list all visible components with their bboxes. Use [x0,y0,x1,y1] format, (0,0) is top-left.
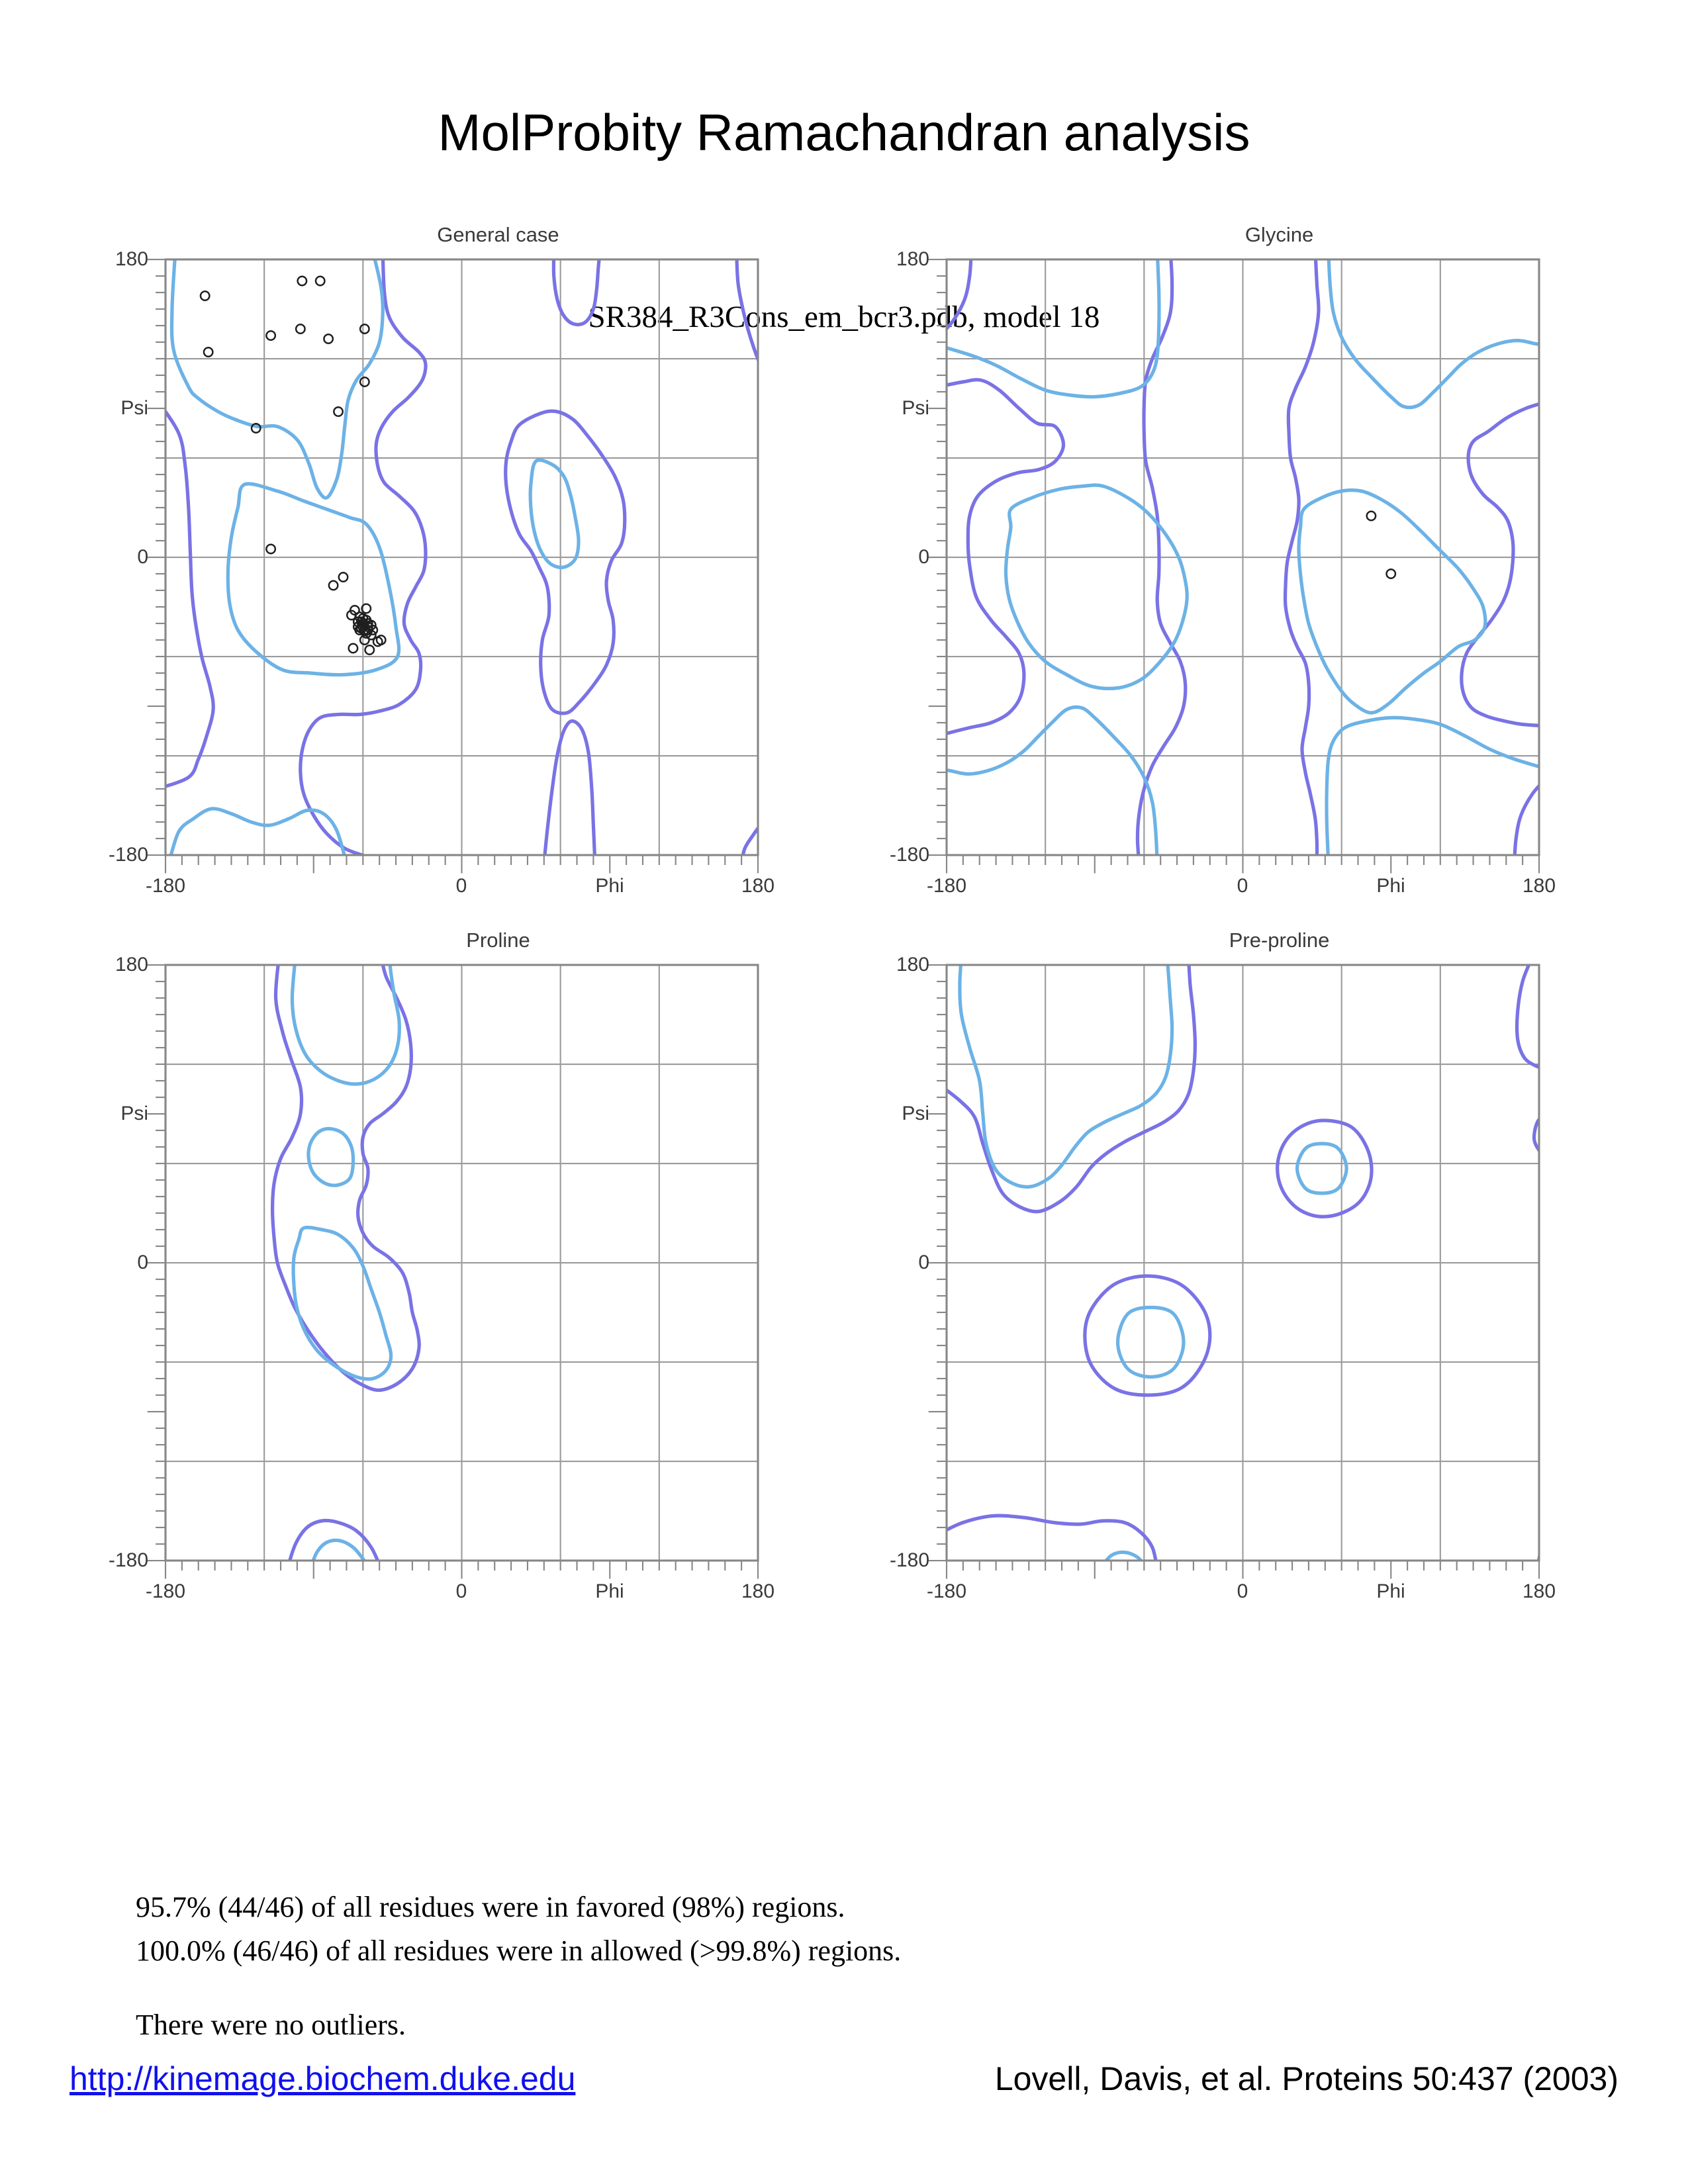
y-axis-label-zero: 0 [918,546,929,568]
x-axis-label-left: -180 [145,1580,186,1602]
x-axis-label-zero: 0 [455,875,467,897]
y-axis-label-bottom: -180 [889,1549,929,1571]
y-axis-label-top: 180 [115,954,148,976]
plot-title-glycine: Glycine [1244,223,1314,246]
outliers-summary: There were no outliers. [136,2009,406,2041]
y-axis-label-bottom: -180 [108,844,148,866]
plot-title-general-case: General case [437,223,559,246]
kinemage-link[interactable]: http://kinemage.biochem.duke.edu [70,2060,576,2097]
favored-summary: 95.7% (44/46) of all residues were in favored (98%) regions. [136,1891,845,1923]
ramachandran-plot-proline [165,965,758,1561]
y-axis-label-zero: 0 [137,1251,148,1273]
x-axis-label-zero: 0 [1237,875,1248,897]
model-subtitle: SR384_R3Cons_em_bcr3.pdb, model 18 [588,300,1100,334]
y-axis-title-psi: Psi [120,1103,148,1124]
y-axis-title-psi: Psi [902,397,929,419]
x-axis-label-left: -180 [145,875,186,897]
x-axis-label-zero: 0 [455,1580,467,1602]
x-axis-label-zero: 0 [1237,1580,1248,1602]
plot-pre-proline [889,929,1556,1602]
ramachandran-plot-glycine [947,259,1539,855]
plot-proline [108,929,775,1602]
x-axis-title-phi: Phi [1376,875,1405,897]
y-axis-title-psi: Psi [120,397,148,419]
y-axis-label-bottom: -180 [889,844,929,866]
citation-text: Lovell, Davis, et al. Proteins 50:437 (2003) [994,2060,1618,2097]
x-axis-label-left: -180 [926,1580,967,1602]
ramachandran-plot-pre-proline [947,965,1539,1561]
y-axis-label-zero: 0 [918,1251,929,1273]
x-axis-title-phi: Phi [595,875,624,897]
y-axis-label-bottom: -180 [108,1549,148,1571]
y-axis-label-top: 180 [115,248,148,270]
plot-general-case [108,223,775,897]
x-axis-label-left: -180 [926,875,967,897]
x-axis-label-right: 180 [1522,1580,1556,1602]
x-axis-label-right: 180 [1522,875,1556,897]
x-axis-title-phi: Phi [595,1580,624,1602]
plot-glycine [889,223,1556,897]
x-axis-label-right: 180 [741,1580,775,1602]
plot-title-proline: Proline [466,929,530,952]
plot-title-pre-proline: Pre-proline [1229,929,1330,952]
allowed-summary: 100.0% (46/46) of all residues were in allowed (>99.8%) regions. [136,1934,902,1967]
y-axis-label-top: 180 [896,954,929,976]
x-axis-label-right: 180 [741,875,775,897]
x-axis-title-phi: Phi [1376,1580,1405,1602]
ramachandran-plot-general-case [165,259,758,855]
y-axis-label-top: 180 [896,248,929,270]
y-axis-title-psi: Psi [902,1103,929,1124]
y-axis-label-zero: 0 [137,546,148,568]
page-title: MolProbity Ramachandran analysis [438,103,1250,161]
